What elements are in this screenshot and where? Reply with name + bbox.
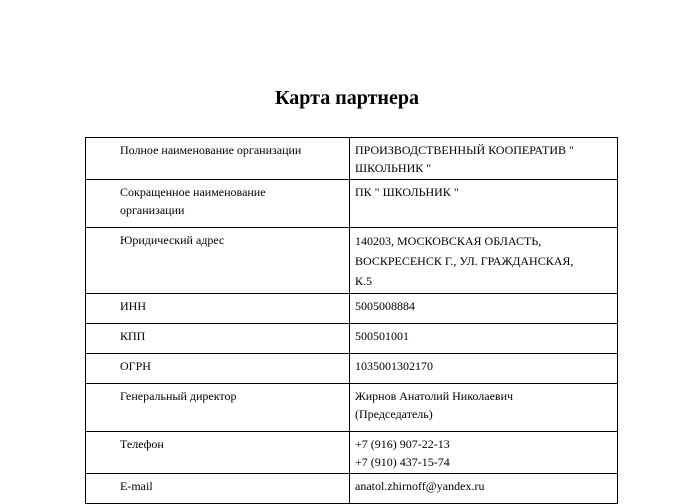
table-row-ogrn [86, 354, 618, 384]
value-cell [350, 354, 618, 384]
phone-label: Телефон [120, 437, 164, 451]
short-name-value: ПК " ШКОЛЬНИК " [355, 185, 459, 199]
label-cell [86, 324, 350, 354]
label-cell [86, 474, 350, 504]
value-cell [350, 228, 618, 294]
table-row-email [86, 474, 618, 504]
table-row-general-director [86, 384, 618, 432]
value-cell [350, 384, 618, 432]
short-name-label-line-2: организации [120, 203, 185, 217]
label-cell [86, 354, 350, 384]
general-director-value-line-2: (Председатель) [355, 407, 433, 421]
inn-label: ИНН [120, 299, 146, 313]
page-title: Карта партнера [275, 87, 419, 109]
inn-value: 5005008884 [355, 299, 415, 313]
value-cell [350, 474, 618, 504]
legal-address-label: Юридический адрес [120, 233, 225, 247]
legal-address-value-line-3: К.5 [355, 274, 373, 288]
phone-value-line-1: +7 (916) 907-22-13 [355, 437, 450, 451]
legal-address-value-line-2: ВОСКРЕСЕНСК Г., УЛ. ГРАЖДАНСКАЯ, [355, 254, 574, 268]
email-value: anatol.zhirnoff@yandex.ru [355, 479, 485, 493]
kpp-label: КПП [120, 329, 146, 343]
full-name-value-line-1: ПРОИЗВОДСТВЕННЫЙ КООПЕРАТИВ " [355, 143, 574, 157]
label-cell [86, 294, 350, 324]
table-row-legal-address [86, 228, 618, 294]
short-name-label-line-1: Сокращенное наименование [120, 185, 266, 199]
phone-value-line-2: +7 (910) 437-15-74 [355, 455, 450, 469]
table-row-inn [86, 294, 618, 324]
label-cell [86, 180, 350, 228]
ogrn-value: 1035001302170 [355, 359, 433, 373]
label-cell [86, 138, 350, 180]
table-row-short-name [86, 180, 618, 228]
table-row-full-name [86, 138, 618, 180]
full-name-label: Полное наименование организации [120, 143, 302, 157]
table-row-phone [86, 432, 618, 474]
general-director-value-line-1: Жирнов Анатолий Николаевич [355, 389, 514, 403]
value-cell [350, 324, 618, 354]
email-label: E-mail [120, 479, 153, 493]
label-cell [86, 432, 350, 474]
general-director-label: Генеральный директор [120, 389, 237, 403]
table-row-kpp [86, 324, 618, 354]
label-cell [86, 228, 350, 294]
legal-address-value-line-1: 140203, МОСКОВСКАЯ ОБЛАСТЬ, [355, 234, 542, 248]
label-cell [86, 384, 350, 432]
full-name-value-line-2: ШКОЛЬНИК " [355, 161, 432, 175]
value-cell [350, 180, 618, 228]
value-cell [350, 294, 618, 324]
value-cell [350, 432, 618, 474]
kpp-value: 500501001 [355, 329, 409, 343]
ogrn-label: ОГРН [120, 359, 151, 373]
value-cell [350, 138, 618, 180]
partner-card-table [85, 137, 618, 504]
